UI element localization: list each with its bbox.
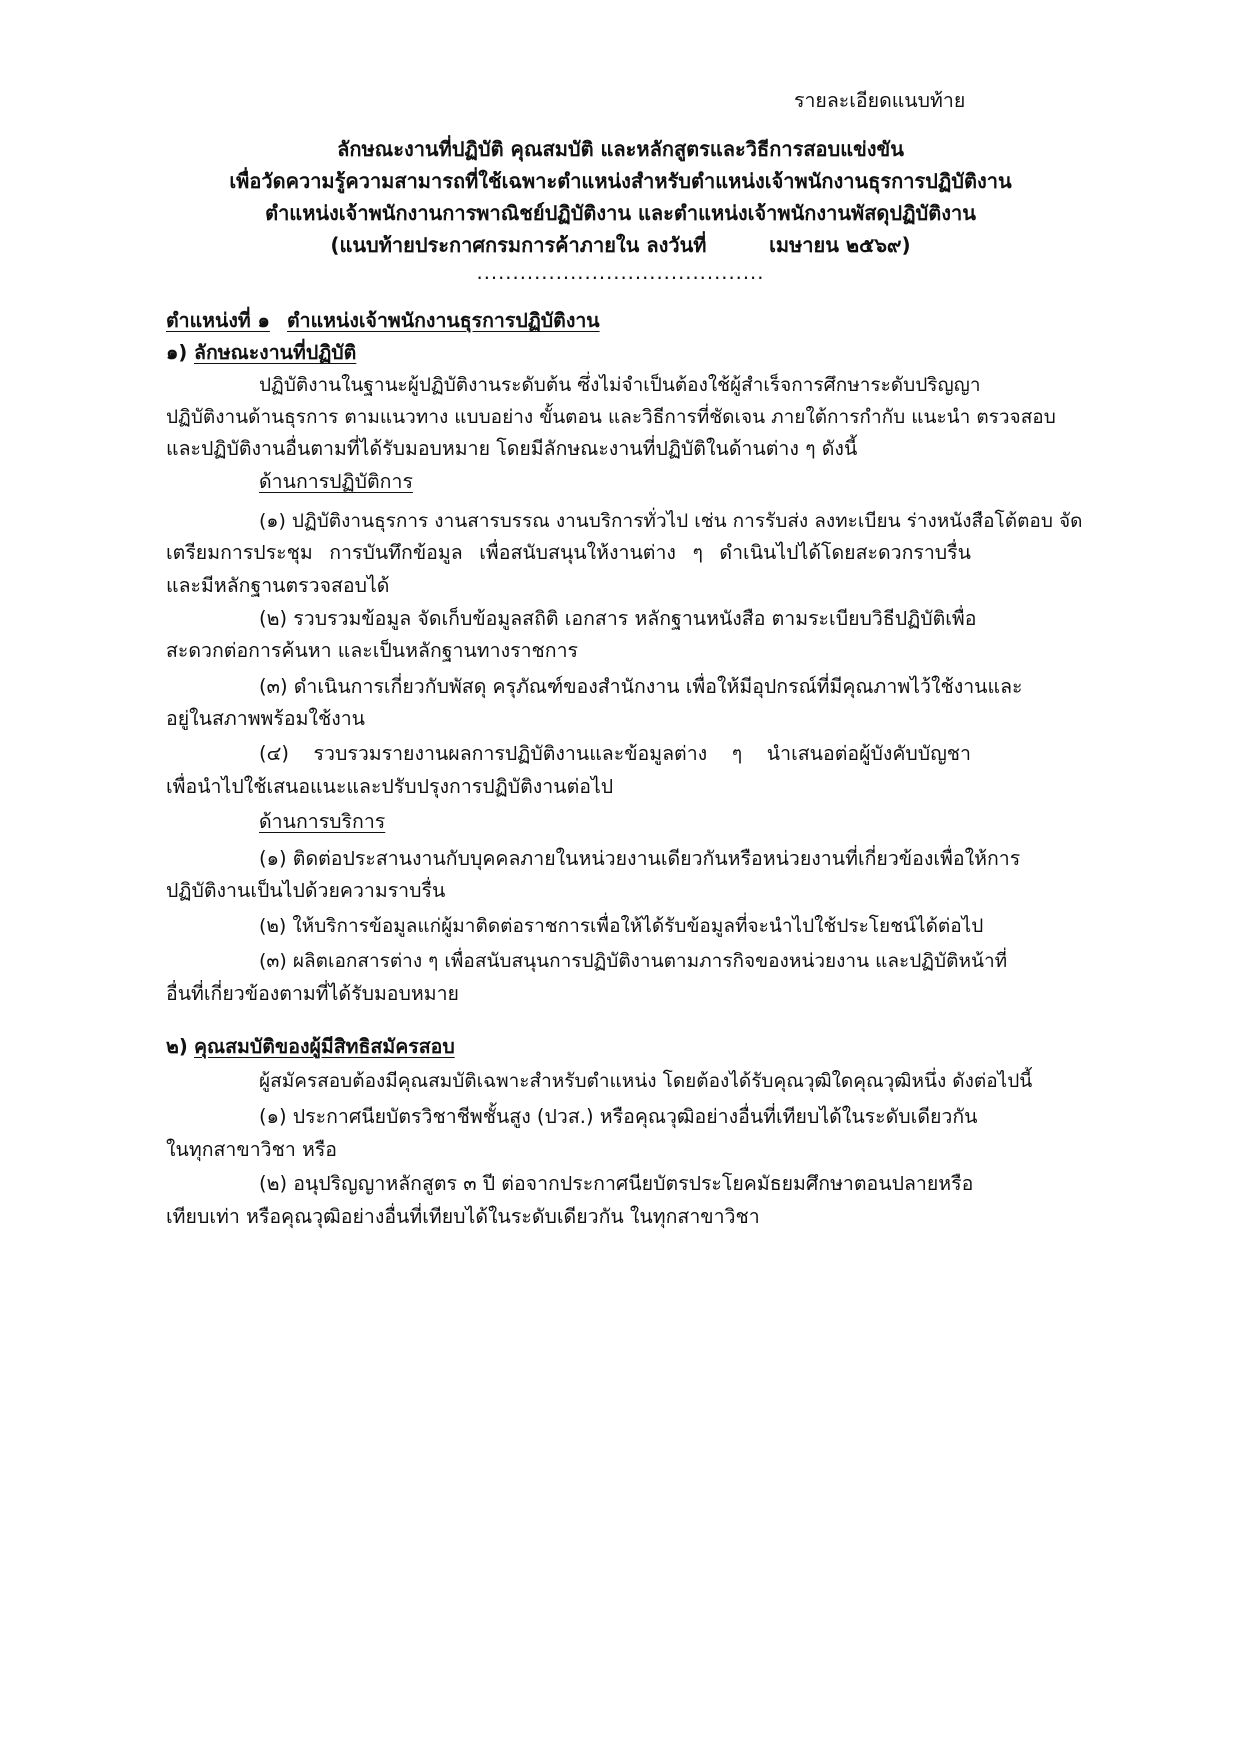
title-line-4: (แนบท้ายประกาศกรมการค้าภายใน ลงวันที่ เมษายน ๒๕๖๙)	[330, 233, 911, 257]
ops-item-3-line-2: อยู่ในสภาพพร้อมใช้งาน	[166, 707, 365, 730]
title-line-2: เพื่อวัดความรู้ความสามารถที่ใช้เฉพาะตำแหน่งสำหรับตำแหน่งเจ้าพนักงานธุรการปฏิบัติงาน	[229, 169, 1012, 193]
ops-item-4-line-2: เพื่อนำไปใช้เสนอแนะและปรับปรุงการปฏิบัติงานต่อไป	[166, 775, 614, 798]
section-2-intro: ผู้สมัครสอบต้องมีคุณสมบัติเฉพาะสำหรับตำแหน่ง โดยต้องได้รับคุณวุฒิใดคุณวุฒิหนึ่ง ดังต่อไปนี้	[259, 1070, 1033, 1092]
qual-item-1-line-2: ในทุกสาขาวิชา หรือ	[166, 1138, 338, 1161]
ops-item-1-line-1: (๑) ปฏิบัติงานธุรการ งานสารบรรณ งานบริการทั่วไป เช่น การรับส่ง ลงทะเบียน ร่างหนังสือโต้ตอบ จัด	[259, 510, 1083, 532]
ops-item-2-line-2: สะดวกต่อการค้นหา และเป็นหลักฐานทางราชการ	[166, 639, 579, 662]
section-2-number: ๒)	[166, 1035, 188, 1058]
ops-item-1-line-2: เตรียมการประชุม การบันทึกข้อมูล เพื่อสนับสนุนให้งานต่าง ๆ ดำเนินไปได้โดยสะดวกราบรื่น	[166, 541, 971, 564]
separator: ........................................	[476, 261, 765, 284]
section-1-intro-line-3: และปฏิบัติงานอื่นตามที่ได้รับมอบหมาย โดยมีลักษณะงานที่ปฏิบัติในด้านต่าง ๆ ดังนี้	[166, 437, 858, 460]
title-line-3: ตำแหน่งเจ้าพนักงานการพาณิชย์ปฏิบัติงาน และตำแหน่งเจ้าพนักงานพัสดุปฏิบัติงาน	[265, 201, 976, 225]
qual-item-2-line-2: เทียบเท่า หรือคุณวุฒิอย่างอื่นที่เทียบได้ในระดับเดียวกัน ในทุกสาขาวิชา	[166, 1205, 760, 1228]
section-2-heading: คุณสมบัติของผู้มีสิทธิสมัครสอบ	[194, 1035, 455, 1058]
svc-heading: ด้านการบริการ	[259, 810, 386, 833]
qual-item-1-line-1: (๑) ประกาศนียบัตรวิชาชีพชั้นสูง (ปวส.) หรือคุณวุฒิอย่างอื่นที่เทียบได้ในระดับเดียวกัน	[259, 1105, 978, 1128]
ops-item-2-line-1: (๒) รวบรวมข้อมูล จัดเก็บข้อมูลสถิติ เอกสาร หลักฐานหนังสือ ตามระเบียบวิธีปฏิบัติเพื่อ	[259, 607, 977, 630]
svc-item-3-line-2: อื่นที่เกี่ยวข้องตามที่ได้รับมอบหมาย	[166, 982, 459, 1005]
svc-item-3-line-1: (๓) ผลิตเอกสารต่าง ๆ เพื่อสนับสนุนการปฏิบัติงานตามภารกิจของหน่วยงาน และปฏิบัติหน้าที่	[259, 950, 1008, 972]
position-label: ตำแหน่งที่ ๑	[166, 309, 270, 332]
section-1-intro-line-2: ปฏิบัติงานด้านธุรการ ตามแนวทาง แบบอย่าง ขั้นตอน และวิธีการที่ชัดเจน ภายใต้การกำกับ แนะนำ ตรวจสอบ	[166, 406, 1056, 428]
ops-item-3-line-1: (๓) ดำเนินการเกี่ยวกับพัสดุ ครุภัณฑ์ของสำนักงาน เพื่อให้มีอุปกรณ์ที่มีคุณภาพไว้ใช้งานและ	[259, 675, 1023, 698]
svc-item-2-line-1: (๒) ให้บริการข้อมูลแก่ผู้มาติดต่อราชการเพื่อให้ได้รับข้อมูลที่จะนำไปใช้ประโยชน์ได้ต่อไป	[259, 915, 984, 937]
svc-item-1-line-1: (๑) ติดต่อประสานงานกับบุคคลภายในหน่วยงานเดียวกันหรือหน่วยงานที่เกี่ยวข้องเพื่อให้การ	[259, 847, 1021, 870]
section-1-intro-line-1: ปฏิบัติงานในฐานะผู้ปฏิบัติงานระดับต้น ซึ่งไม่จำเป็นต้องใช้ผู้สำเร็จการศึกษาระดับปริญญา	[259, 374, 981, 396]
section-1-number: ๑)	[166, 341, 188, 364]
title-line-1: ลักษณะงานที่ปฏิบัติ คุณสมบัติ และหลักสูตรและวิธีการสอบแข่งขัน	[337, 137, 904, 161]
attachment-label: รายละเอียดแนบท้าย	[794, 89, 966, 112]
section-1-heading: ลักษณะงานที่ปฏิบัติ	[194, 341, 357, 364]
svc-item-1-line-2: ปฏิบัติงานเป็นไปด้วยความราบรื่น	[166, 879, 446, 902]
ops-item-1-line-3: และมีหลักฐานตรวจสอบได้	[166, 574, 390, 597]
ops-heading: ด้านการปฏิบัติการ	[259, 470, 413, 493]
position-name: ตำแหน่งเจ้าพนักงานธุรการปฏิบัติงาน	[287, 309, 600, 332]
qual-item-2-line-1: (๒) อนุปริญญาหลักสูตร ๓ ปี ต่อจากประกาศนียบัตรประโยคมัธยมศึกษาตอนปลายหรือ	[259, 1172, 974, 1195]
ops-item-4-line-1: (๔) รวบรวมรายงานผลการปฏิบัติงานและข้อมูลต่าง ๆ นำเสนอต่อผู้บังคับบัญชา	[259, 742, 971, 765]
